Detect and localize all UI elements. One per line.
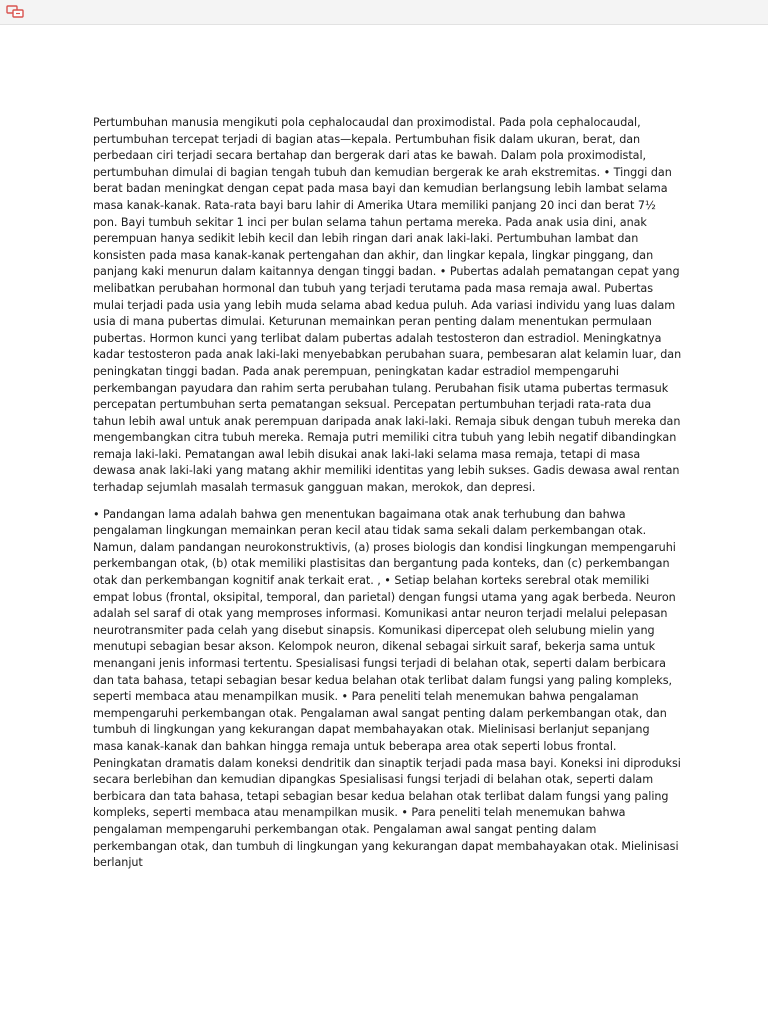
document-body: [93, 115, 683, 882]
document-page: [0, 25, 768, 1024]
paragraph-growth-puberty: Pertumbuhan manusia mengikuti pola cephalocaudal dan proximodistal. Pada pola cephalocaudal, pertumbuhan tercepat terjadi di bagian atas—kepala. Pertumbuhan fisik dalam ukuran, berat, dan perbedaan ciri terjadi secara bertahap dan bergerak dari atas ke bawah. Dalam pola proximodistal, pertumbuhan dimulai di bagian tengah tubuh dan kemudian bergerak ke arah ekstremitas. • Tinggi dan berat badan meningkat dengan cepat pada masa bayi dan kemudian berlangsung lebih lambat selama masa kanak-kanak. Rata-rata bayi baru lahir di Amerika Utara memiliki panjang 20 inci dan berat 7½ pon. Bayi tumbuh sekitar 1 inci per bulan selama tahun pertama mereka. Pada anak usia dini, anak perempuan hanya sedikit lebih kecil dan lebih ringan dari anak laki-laki. Pertumbuhan lambat dan konsisten pada masa kanak-kanak pertengahan dan akhir, dan lingkar kepala, lingkar pinggang, dan panjang kaki menurun dalam kaitannya dengan tinggi badan. • Pubertas adalah pematangan cepat yang melibatkan perubahan hormonal dan tubuh yang terjadi terutama pada masa remaja awal. Pubertas mulai terjadi pada usia yang lebih muda selama abad kedua puluh. Ada variasi individu yang luas dalam usia di mana pubertas dimulai. Keturunan memainkan peran penting dalam menentukan permulaan pubertas. Hormon kunci yang terlibat dalam pubertas adalah testosteron dan estradiol. Meningkatnya kadar testosteron pada anak laki-laki menyebabkan perubahan suara, pembesaran alat kelamin luar, dan peningkatan tinggi badan. Pada anak perempuan, peningkatan kadar estradiol mempengaruhi perkembangan payudara dan rahim serta perubahan tulang. Perubahan fisik utama pubertas termasuk percepatan pertumbuhan serta pematangan seksual. Percepatan pertumbuhan terjadi rata-rata dua tahun lebih awal untuk anak perempuan daripada anak laki-laki. Remaja sibuk dengan tubuh mereka dan mengembangkan citra tubuh mereka. Remaja putri memiliki citra tubuh yang lebih negatif dibandingkan remaja laki-laki. Pematangan awal lebih disukai anak laki-laki selama masa remaja, tetapi di masa dewasa anak laki-laki yang matang akhir memiliki identitas yang lebih sukses. Gadis dewasa awal rentan terhadap sejumlah masalah termasuk gangguan makan, merokok, dan depresi.: [93, 116, 682, 495]
viewer-toolbar: [0, 0, 768, 25]
paragraph-brain-development: • Pandangan lama adalah bahwa gen menentukan bagaimana otak anak terhubung dan bahwa pengalaman lingkungan memainkan peran kecil atau tidak sama sekali dalam perkembangan otak. Namun, dalam pandangan neurokonstruktivis, (a) proses biologis dan kondisi lingkungan mempengaruhi perkembangan otak, (b) otak memiliki plastisitas dan bergantung pada konteks, dan (c) perkembangan otak dan perkembangan kognitif anak terkait erat. , • Setiap belahan korteks serebral otak memiliki empat lobus (frontal, oksipital, temporal, dan parietal) dengan fungsi utama yang agak berbeda. Neuron adalah sel saraf di otak yang memproses informasi. Komunikasi antar neuron terjadi melalui pelepasan neurotransmiter pada celah yang disebut sinapsis. Komunikasi dipercepat oleh selubung mielin yang menutupi sebagian besar akson. Kelompok neuron, dikenal sebagai sirkuit saraf, bekerja sama untuk menangani jenis informasi tertentu. Spesialisasi fungsi terjadi di belahan otak, seperti dalam berbicara dan tata bahasa, tetapi sebagian besar kedua belahan otak terlibat dalam fungsi yang paling kompleks, seperti membaca atau menampilkan musik. • Para peneliti telah menemukan bahwa pengalaman mempengaruhi perkembangan otak. Pengalaman awal sangat penting dalam perkembangan otak, dan tumbuh di lingkungan yang kekurangan dapat membahayakan otak. Mielinisasi berlanjut sepanjang masa kanak-kanak dan bahkan hingga remaja untuk beberapa area otak seperti lobus frontal. Peningkatan dramatis dalam koneksi dendritik dan sinaptik terjadi pada masa bayi. Koneksi ini diproduksi secara berlebihan dan kemudian dipangkas Spesialisasi fungsi terjadi di belahan otak, seperti dalam berbicara dan tata bahasa, tetapi sebagian besar kedua belahan otak terlibat dalam fungsi yang paling kompleks, seperti membaca atau menampilkan musik. • Para peneliti telah menemukan bahwa pengalaman mempengaruhi perkembangan otak. Pengalaman awal sangat penting dalam perkembangan otak, dan tumbuh di lingkungan yang kekurangan dapat membahayakan otak. Mielinisasi berlanjut: [93, 507, 681, 870]
comment-toggle-icon[interactable]: [6, 5, 26, 19]
